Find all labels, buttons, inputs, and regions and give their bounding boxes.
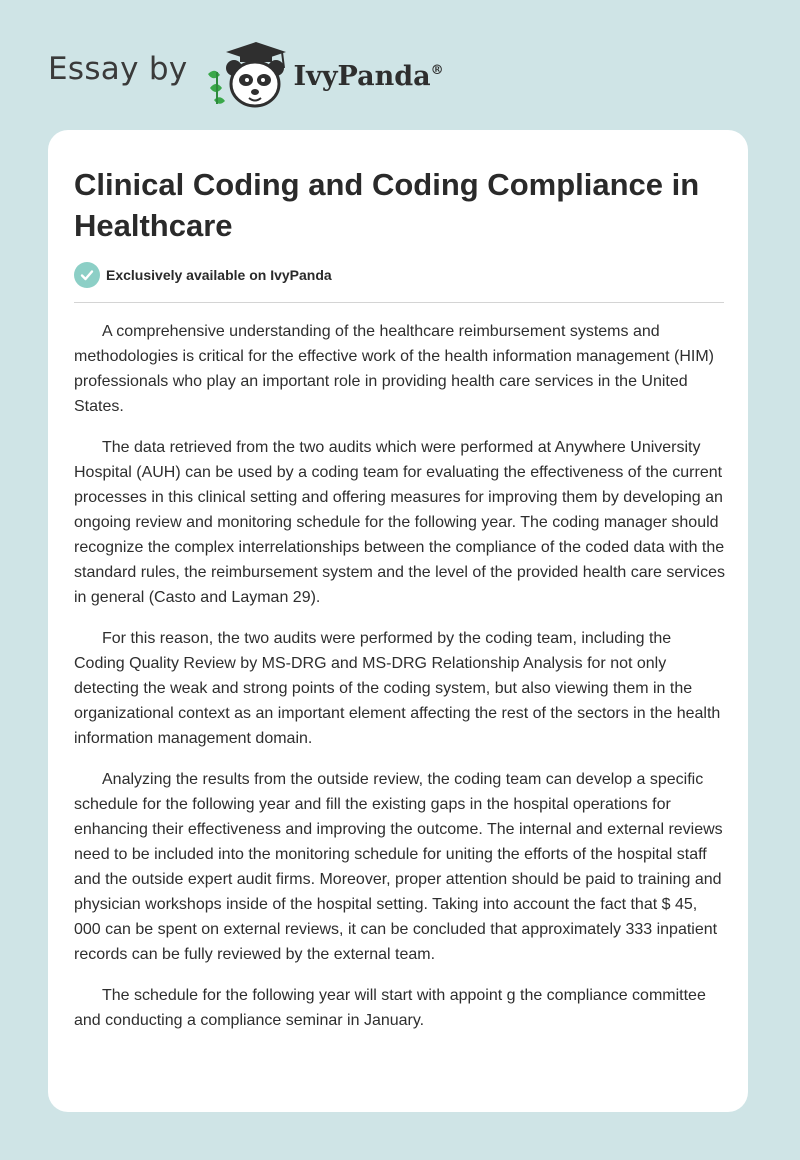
ivy-leaves-icon bbox=[208, 71, 225, 104]
check-icon bbox=[74, 262, 100, 288]
badge-text: Exclusively available on IvyPanda bbox=[106, 267, 332, 283]
article-title: Clinical Coding and Coding Compliance in Healthcare bbox=[74, 167, 700, 243]
divider bbox=[74, 302, 724, 303]
paragraph: For this reason, the two audits were performed by the coding team, including the Coding Quality Review by MS-DRG and MS-DRG Relationship Analysis for not only detecting the weak and strong points of the coding system, but also viewing them in the organizational context as an important element affecting the rest of the sectors in the health information management domain. bbox=[74, 630, 721, 747]
exclusive-badge bbox=[74, 262, 332, 288]
paragraph: Analyzing the results from the outside review, the coding team can develop a specific schedule for the following year and fill the existing gaps in the hospital operations for enhancing their effectiveness and improving the outcome. The internal and external reviews need to be included into the monitoring schedule for uniting the efforts of the hospital staff and the outside expert audit firms. Moreover, proper attention should be paid to training and physician workshops inside of the hospital setting. Taking into account the fact that $ 45, 000 can be spent on external reviews, it can be concluded that approximately 333 inpatient records can be fully reviewed by the external team. bbox=[74, 771, 723, 963]
article-body bbox=[74, 319, 726, 1049]
paragraph: The data retrieved from the two audits which were performed at Anywhere University Hospital (AUH) can be used by a coding team for evaluating the effectiveness of the current processes in this clinical setting and offering measures for improving them by developing an ongoing review and monitoring schedule for the following year. The coding manager should recognize the complex interrelationships between the compliance of the coded data with the standard rules, the reimbursement system and the level of the provided health care services in general (Casto and Layman 29). bbox=[74, 439, 725, 606]
essay-by-label: Essay by bbox=[48, 51, 188, 87]
brand-name[interactable]: IvyPanda® bbox=[293, 60, 444, 92]
paragraph: A comprehensive understanding of the healthcare reimbursement systems and methodologies is critical for the effective work of the health information management (HIM) professionals who play an important role in providing health care services in the United States. bbox=[74, 323, 714, 415]
panda-logo-icon[interactable] bbox=[204, 38, 290, 110]
registered-mark: ® bbox=[430, 62, 444, 78]
site-header bbox=[48, 36, 444, 112]
article-card bbox=[48, 130, 748, 1112]
paragraph: The schedule for the following year will start with appoint g the compliance committee and conducting a compliance seminar in January. bbox=[74, 987, 706, 1029]
